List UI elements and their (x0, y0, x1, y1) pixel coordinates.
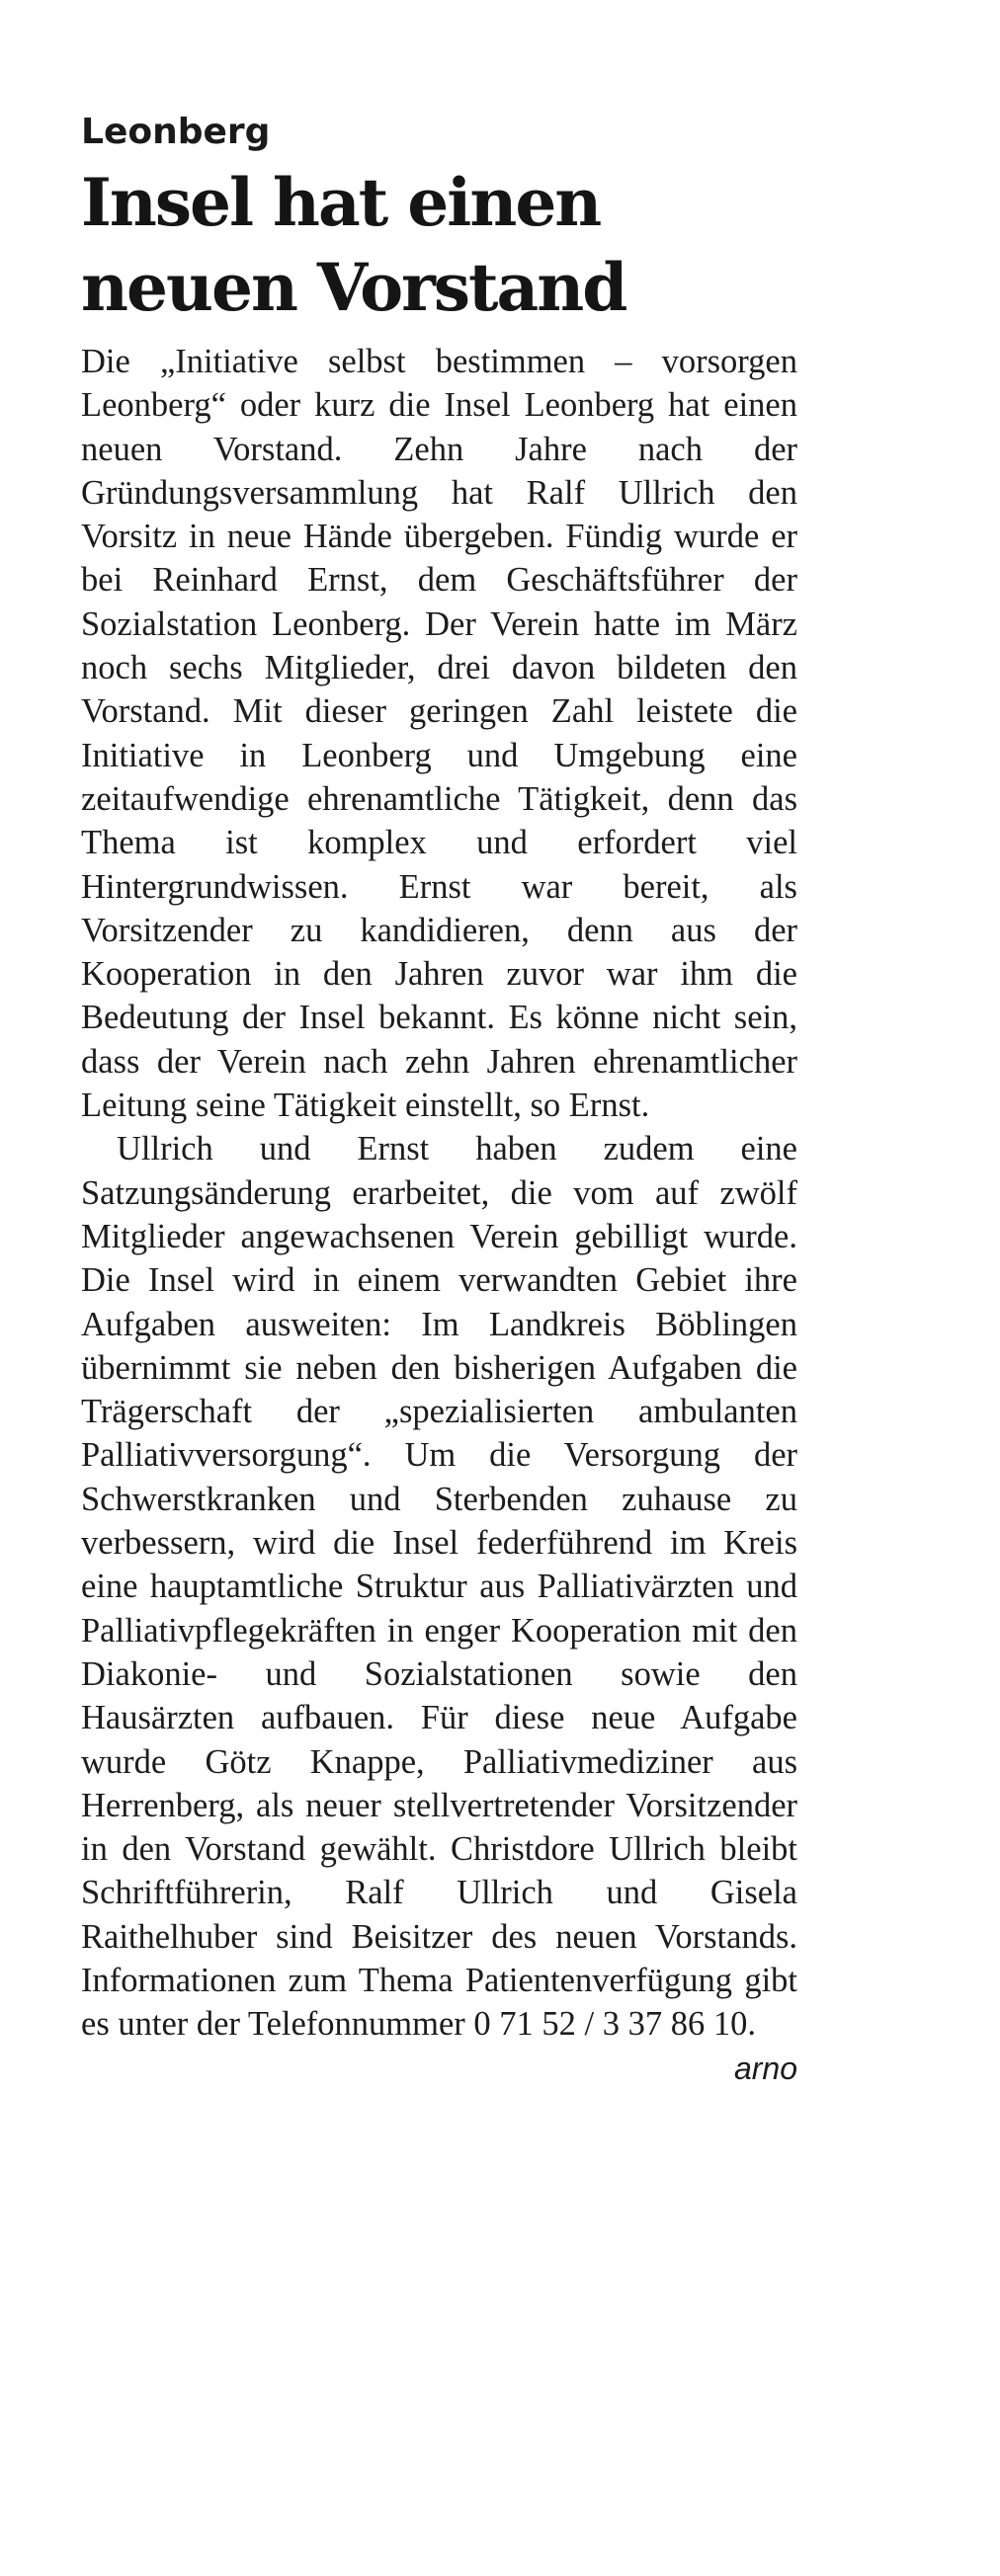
headline (81, 160, 797, 330)
kicker-location: Leonberg (81, 112, 271, 152)
paragraph-2 (81, 1127, 797, 2086)
article-body (81, 340, 797, 2086)
paragraph-2-text: Ullrich und Ernst haben zudem eine Satzungsänderung erarbeitet, die vom auf zwölf Mitglieder angewachsenen Verein gebilligt wurde. Die Insel wird in einem verwandten Gebiet ihre Aufgaben ausweiten: Im Landkreis Böblingen übernimmt sie neben den bisherigen Aufgaben die Trägerschaft der „spezialisierten ambulanten Palliativversorgung“. Um die Versorgung der Schwerstkranken und Sterbenden zuhause zu verbessern, wird die Insel federführend im Kreis eine hauptamtliche Struktur aus Palliativärzten und Palliativpflegekräften in enger Kooperation mit den Diakonie- und Sozialstationen sowie den Hausärzten aufbauen. Für diese neue Aufgabe wurde Götz Knappe, Palliativmediziner aus Herrenberg, als neuer stellvertretender Vorsitzender in den Vorstand gewählt. Christdore Ullrich bleibt Schriftführerin, Ralf Ullrich und Gisela Raithelhuber sind Beisitzer des neuen Vorstands. Informationen zum Thema Patientenverfügung gibt es unter der Telefonnummer 0 71 52 / 3 37 86 10. (81, 1130, 797, 2044)
headline-line-2: neuen Vorstand (81, 249, 626, 326)
headline-line-1: Insel hat einen (81, 164, 601, 241)
paragraph-1: Die „Initiative selbst bestimmen – vorsorgen Leonberg“ oder kurz die Insel Leonberg hat einen neuen Vorstand. Zehn Jahre nach der Gründungsversammlung hat Ralf Ullrich den Vorsitz in neue Hände übergeben. Fündig wurde er bei Reinhard Ernst, dem Geschäftsführer der Sozialstation Leonberg. Der Verein hatte im März noch sechs Mitglieder, drei davon bildeten den Vorstand. Mit dieser geringen Zahl leistete die Initiative in Leonberg und Umgebung eine zeitaufwendige ehrenamtliche Tätigkeit, denn das Thema ist komplex und erfordert viel Hintergrundwissen. Ernst war bereit, als Vorsitzender zu kandidieren, denn aus der Kooperation in den Jahren zuvor war ihm die Bedeutung der Insel bekannt. Es könne nicht sein, dass der Verein nach zehn Jahren ehrenamtlicher Leitung seine Tätigkeit einstellt, so Ernst. (81, 343, 797, 1125)
author-credit: arno (733, 2050, 797, 2086)
article (81, 109, 797, 2090)
